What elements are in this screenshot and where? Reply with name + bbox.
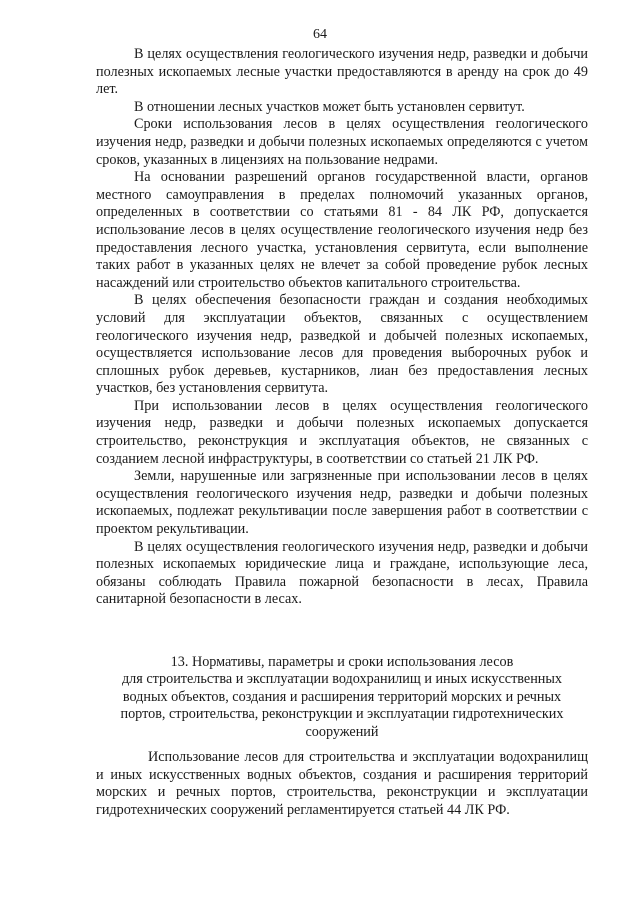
paragraph: При использовании лесов в целях осуществления геологического изучения недр, разведки и добычи полезных ископаемых допускается строительство, реконструкция и эксплуатация объектов, не связанных с созданием лесной инфраструктуры, в соответствии со статьей 21 ЛК РФ.	[96, 397, 588, 467]
section-heading-line: портов, строительства, реконструкции и эксплуатации гидротехнических	[120, 706, 564, 723]
paragraph: На основании разрешений органов государственной власти, органов местного самоуправления в пределах полномочий указанных органов, определенных в соответствии со статьями 81 - 84 ЛК РФ, допускается использование лесов в целях осуществление геологического изучения недр без предоставления лесного участка, установления сервитута, если выполнение таких работ в указанных целях не влечет за собой проведение рубок лесных насаждений или строительство объектов капитального строительства.	[96, 169, 588, 291]
body-text	[96, 46, 588, 609]
closing-text	[96, 749, 588, 819]
closing-paragraph: Использование лесов для строительства и эксплуатации водохранилищ и иных искусственных водных объектов, создания и расширения территорий морских и речных портов, строительства, реконструкции и эксплуатации гидротехнических сооружений регламентируется статьей 44 ЛК РФ.	[96, 749, 588, 818]
paragraph: В целях обеспечения безопасности граждан и создания необходимых условий для эксплуатации объектов, связанных с осуществлением геологического изучения недр, разведкой и добычей полезных ископаемых, осуществляется использование лесов для проведения выборочных рубок и сплошных рубок деревьев, кустарников, лиан без предоставления лесных участков, без установления сервитута.	[96, 292, 588, 397]
paragraph: Сроки использования лесов в целях осуществления геологического изучения недр, разведки и добычи полезных ископаемых определяются с учетом сроков, указанных в лицензиях на пользование недрами.	[96, 116, 588, 168]
paragraph: В целях осуществления геологического изучения недр, разведки и добычи полезных ископаемых лесные участки предоставляются в аренду на срок до 49 лет.	[96, 46, 588, 98]
paragraph: Земли, нарушенные или загрязненные при использовании лесов в целях осуществления геологического изучения недр, разведки и добычи полезных ископаемых, подлежат рекультивации после завершения работ в соответствии с проектом рекультивации.	[96, 468, 588, 538]
section-heading-line: для строительства и эксплуатации водохранилищ и иных искусственных	[121, 671, 563, 688]
section-heading	[96, 654, 588, 741]
page-number: 64	[313, 27, 327, 42]
paragraph: В отношении лесных участков может быть установлен сервитут.	[134, 98, 525, 115]
section-heading-line: водных объектов, создания и расширения территорий морских и речных	[122, 688, 562, 705]
section-heading-line: 13. Нормативы, параметры и сроки использования лесов	[170, 654, 514, 670]
section-heading-line: сооружений	[305, 723, 379, 740]
paragraph: В целях осуществления геологического изучения недр, разведки и добычи полезных ископаемых юридические лица и граждане, использующие леса, обязаны соблюдать Правила пожарной безопасности в лесах, Правила санитарной безопасности в лесах.	[96, 538, 588, 608]
